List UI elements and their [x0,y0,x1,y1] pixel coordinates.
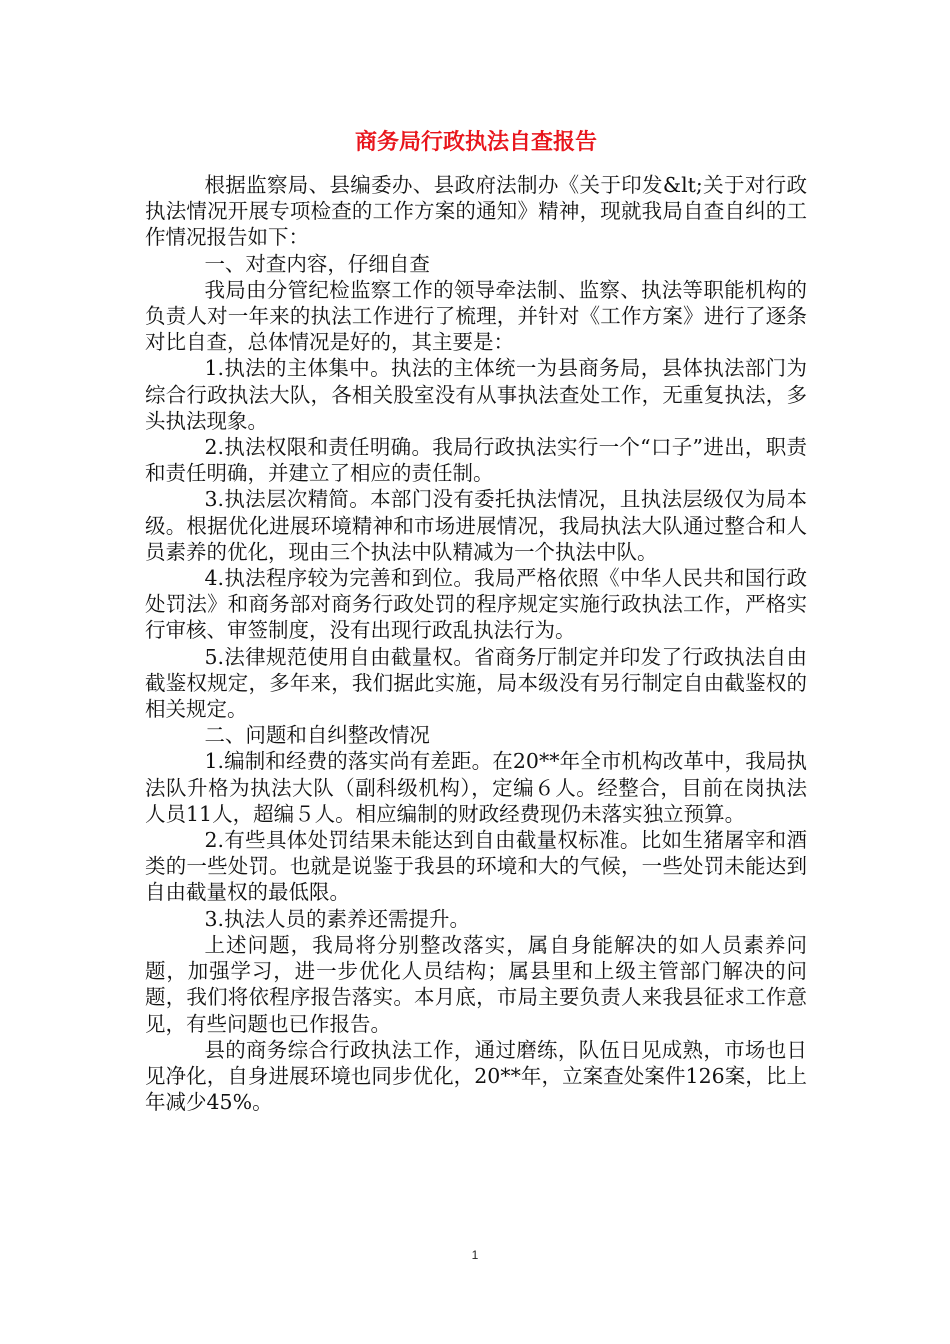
document-title: 商务局行政执法自查报告 [354,130,597,155]
paragraph-overview: 我局由分管纪检监察工作的领导牵法制、监察、执法等职能机构的负责人对一年来的执法工作进行了梳理，并针对《工作方案》进行了逐条对比自查，总体情况是好的，其主要是： [145,277,807,355]
list-item-5: 5.法律规范使用自由截量权。省商务厅制定并印发了行政执法自由截鉴权规定，多年来，我们据此实施，局本级没有另行制定自由截鉴权的相关规定。 [145,644,807,722]
page-number: 1 [471,1248,479,1262]
problem-item-3: 3.执法人员的素养还需提升。 [204,906,470,931]
section-heading-2: 二、问题和自纠整改情况 [204,723,430,748]
problem-item-2: 2.有些具体处罚结果未能达到自由截量权标准。比如生猪屠宰和酒类的一些处罚。也就是说鉴于我县的环境和大的气候，一些处罚未能达到自由截量权的最低限。 [145,828,807,905]
paragraph-intro: 根据监察局、县编委办、县政府法制办《关于印发&lt;关于对行政执法情况开展专项检查的工作方案的通知》精神，现就我局自查自纠的工作情况报告如下： [145,173,807,250]
paragraph-rectification: 上述问题，我局将分别整改落实，属自身能解决的如人员素养问题，加强学习，进一步优化人员结构；属县里和上级主管部门解决的问题，我们将依程序报告落实。本月底，市局主要负责人来我县征求工作意见，有些问题也已作报告。 [145,932,807,1036]
list-item-2: 2.执法权限和责任明确。我局行政执法实行一个“口子”进出，职责和责任明确，并建立了相应的责任制。 [145,435,807,486]
list-item-1: 1.执法的主体集中。执法的主体统一为县商务局，县体执法部门为综合行政执法大队，各相关股室没有从事执法查处工作，无重复执法，多头执法现象。 [145,356,807,433]
list-item-4: 4.执法程序较为完善和到位。我局严格依照《中华人民共和国行政处罚法》和商务部对商务行政处罚的程序规定实施行政执法工作，严格实行审核、审签制度，没有出现行政乱执法行为。 [145,566,807,643]
list-item-3: 3.执法层次精简。本部门没有委托执法情况，且执法层级仅为局本级。根据优化进展环境精神和市场进展情况，我局执法大队通过整合和人员素养的优化，现由三个执法中队精减为一个执法中队。 [145,487,807,564]
section-heading-1: 一、对查内容，仔细自查 [204,251,430,276]
document-body [145,128,807,1115]
problem-item-1: 1.编制和经费的落实尚有差距。在20**年全市机构改革中，我局执法队升格为执法大队（副科级机构），定编６人。经整合，目前在岗执法人员11人，超编５人。相应编制的财政经费现仍未落实独立预算。 [145,749,807,826]
paragraph-conclusion: 县的商务综合行政执法工作，通过磨练，队伍日见成熟，市场也日见净化，自身进展环境也同步优化，20**年，立案查处案件126案，比上年减少45%。 [145,1037,807,1115]
